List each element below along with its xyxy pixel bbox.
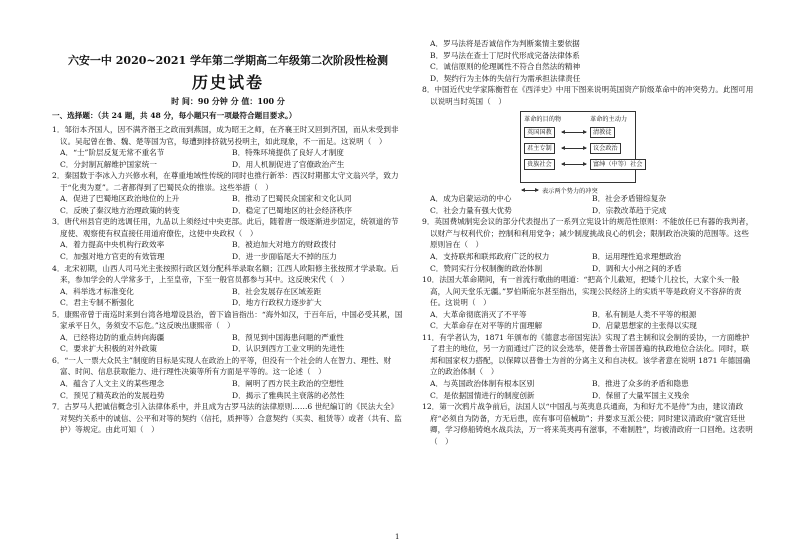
option-item: A．科举选才标准变化 [60,286,134,296]
option-item: D．地方行政权力逐步扩大 [232,298,322,308]
option-item: C．君主专制不断强化 [60,298,135,308]
question-stem: 8．中国近代史学家陈衡哲在《西洋史》中用下图来说明英国资产阶级革命中的冲突势力。此图可用以说明当时英国（ ） [422,85,754,106]
question-block [52,401,404,436]
question-options [422,378,754,401]
option-item: C．大革命存在对平等的片面理解 [430,321,543,331]
option-item: C．要求扩大积极的对外政策 [60,344,157,354]
question-options [52,239,404,262]
diagram-caption: 表示两个势力的冲突 [542,188,598,196]
diagram-right-header: 革命的主动力 [590,116,628,124]
option-item: C．社会力量有强大优势 [430,205,512,215]
question-stem: 10．法国大革命期间，有一首流行歌曲的唱道：“把高个儿截短，把矮个儿拉长，大家个头一般高，人间天堂乐无疆。”罗伯斯庇尔甚至指出，实现公民经济上的实质平等是政府义不容辞的责任。这说明（ ） [422,275,742,308]
question-stem: 12．第一次鸦片战争前后，法国人以“中国乱与英夷息兵通商，为和好尤不是侍”为由，建议清政府“必须自为防备，方无后患，庶有事可倍械助”；并要求互派公使；同时建议清政府“就宫廷世卿，学习修船铸炮水战兵法，万一将来英夷再有滋事，不难制胜”，均被清政府一口回绝。这表明（ ） [422,402,753,446]
question-stem: 1．邹衍本齐国人，因不满齐湣王之政而到燕国，成为昭王之师，在齐襄王时又回到齐国，而从未受到非议。吴起曾在鲁、魏、楚等国为官，每遭到排挤就另投明主，如此现象，不一而足。这说明（ ） [52,125,399,146]
question-block [52,309,404,355]
option-item: A．支持联邦和联邦政府广泛的权力 [430,252,550,262]
school-title: 六安一中 2020~2021 学年第二学期高二年级第二次阶段性检测 [67,54,389,67]
conflict-diagram [422,107,754,196]
option-item: D．启蒙思想家的主张得以实现 [592,321,697,331]
question-options [422,309,754,332]
option-item: D．保留了大量军国主义残余 [592,390,690,400]
option-item: C．是依据国情进行的制度创新 [430,390,535,400]
option-item: D．稳定了巴蜀地区的社会经济秩序 [232,205,352,215]
question-options [52,147,404,170]
question-stem: 7．古罗马人把诚信概念引入法律体系中，并且成为古罗马法的法律原则……6 世纪编订的《民法大全》对契约关系中的诚信、公平和对等的契约（信托，质押等）合意契约（买卖、租赁等）或者（共有、监护）等规定。由此可知（ ） [52,402,402,435]
question-options [52,378,404,401]
legend-arrow-icon [522,190,538,191]
exam-meta: 时 间：90 分钟 分 值：100 分 [171,96,285,106]
diagram-target-item: 君主专制 [524,143,555,154]
subject-title: 历史试卷 [191,73,264,92]
section-heading: 一、选择题：（共 24 题，共 48 分，每小题只有一项最符合题目要求。） [52,111,297,120]
diagram-target-item: 贵族社会 [524,159,555,170]
question-options [52,332,404,355]
option-item: C．赞同实行分权制衡的政治体制 [430,263,543,273]
question-stem: 9．英国费城制宪会议的部分代表提出了一系列立宪设计的规范性原则：不能放任已有器的我判者，以财产与权利代价；控制和利用党争；减少制度挑战良心的机会；限制政治决策的范围等。这些原则旨在（ ） [422,217,754,250]
question-block [422,84,754,196]
option-item: B．罗马法在查士丁尼时代形成完备法律体系 [430,50,580,60]
option-item: B．预见到中国海患问题的严重性 [232,332,344,342]
option-item: D．契约行为主体的失信行为需承担法律责任 [430,73,581,83]
option-item: A．促进了巴蜀地区政治地位的上升 [60,194,180,204]
option-item: B．被迫加大对地方的财政拨付 [232,240,337,250]
question-options [422,251,754,274]
question-stem: 3．唐代州县官吏的选调任用，九品以上须经过中央吏部。此后，随着唐一级逐渐进步固定，统领道的节度使、观察使有权直接任用道府僚佐，这使中央政权（ ） [52,217,399,238]
conflict-arrow-icon [562,164,586,165]
option-item: C．加强对地方官吏的有效管理 [60,252,165,262]
option-item: C．预见了精英政治的发展趋势 [60,390,165,400]
option-item: D．进一步面临尾大不掉的压力 [232,252,337,262]
question-block [422,38,754,84]
option-item: B．私有制是人类不平等的根源 [592,309,697,319]
option-item: D．认识到西方工业文明的先进性 [232,344,345,354]
option-item: A．与英国政治体制有根本区别 [430,379,535,389]
option-item: A．已经将边防的重点转向海疆 [60,332,165,342]
option-item: A．大革命彻底消灭了不平等 [430,309,527,319]
diagram-force-item: 议会政治 [590,143,621,154]
right-column [422,38,754,447]
question-block [52,355,404,401]
option-item: A．蕴含了人文主义的某些理念 [60,379,165,389]
question-block [422,332,754,401]
question-stem: 6．“一人一票大众民主”制度的目标是实现人在政治上的平等，但没有一个社会的人在智力、理性、财富、时间、信息获取能力、进行理性决策等所有方面是平等的。这一论述（ ） [52,355,392,377]
option-item: B．推进了众多的矛盾和隐患 [592,379,689,389]
option-item: B．社会矛盾错综复杂 [592,194,666,204]
option-item: B．推动了巴蜀民众国家和文化认同 [232,194,352,204]
option-item: B．阐明了西方民主政治的空想性 [232,379,344,389]
option-item: D．调和大小州之间的矛盾 [592,263,682,273]
question-block [422,216,754,274]
option-item: B．运用理性追求理想政治 [592,252,682,262]
option-item: C．分封制瓦解维护国家统一 [60,159,157,169]
option-item: A．着力提高中央机构行政效率 [60,240,165,250]
question-block [52,216,404,262]
question-options [52,193,404,216]
conflict-arrow-icon [562,148,586,149]
question-block [422,401,754,447]
option-item: A．“士”阶层反复无常不重名节 [60,148,165,158]
question-block [422,274,754,332]
question-block [52,124,404,170]
question-stem: 4．北宋初期，山西人司马光主张按照行政区划分配科举录取名额；江西人欧阳修主张按照才学录取。后来，参加学会的人学常多于，上至皇帝，下至一般官员都参与其中。这反映宋代（ ） [52,263,399,285]
option-item: D．用人机制促进了官僚政治产生 [232,159,345,169]
option-item: D．揭示了雅典民主衰落的必然性 [232,390,345,400]
question-options [52,286,404,309]
option-item: D．宗教改革趋于完成 [592,205,667,215]
question-options [422,38,754,84]
question-stem: 11．有学者认为，1871 年颁布的《德意志帝国宪法》实现了君主制和议会制的妥协，一方面维护了君主的地位，另一方面通过广泛的议会选举，使普鲁士帝国普遍的执政地位合法化。同时，联邦和国家权力搭配，以保障以普鲁士为首的分离主义和自决权。该学者意在说明 1871 年德国确立的政治体制（ ） [422,332,751,377]
option-item: B．社会发展存在区域差距 [232,286,322,296]
question-block [52,263,404,309]
diagram-left-header: 革命的目的物 [524,116,562,124]
diagram-target-item: 英国国教 [524,127,555,138]
option-item: C．反映了秦汉地方治理政策的转变 [60,205,180,215]
option-item: A．成为启蒙运动的中心 [430,194,512,204]
diagram-force-item: 清教徒 [590,127,615,138]
left-column [52,124,404,436]
option-item: C．诚信原则的伦理属性不符合自然法的精神 [430,62,581,72]
option-item: B．特殊环境提供了良好人才制度 [232,148,344,158]
page-number: 1 [395,533,400,541]
question-block [52,170,404,216]
option-item: A．罗马法将是否诚信作为判断案情主要依据 [430,39,580,48]
question-stem: 5．康熙帝曾于南巡时来到台湾各地增设县治，曾下谕旨指出：“海外如汉，于百年后，中国必受其累，国家承平日久，务须安不忘危。”这反映出康熙帝（ ） [52,309,403,331]
diagram-force-item: 富绅（中等）社会 [590,159,646,170]
conflict-arrow-icon [562,132,586,133]
question-stem: 2．秦国数于李冰入力兴修水利，在尊重地域性传统的同时也推行新举：西汉时期都太守文翁兴学，致力于“化夷为夏”。二者都得到了巴蜀民众的推崇。这些举措（ ） [52,171,399,192]
